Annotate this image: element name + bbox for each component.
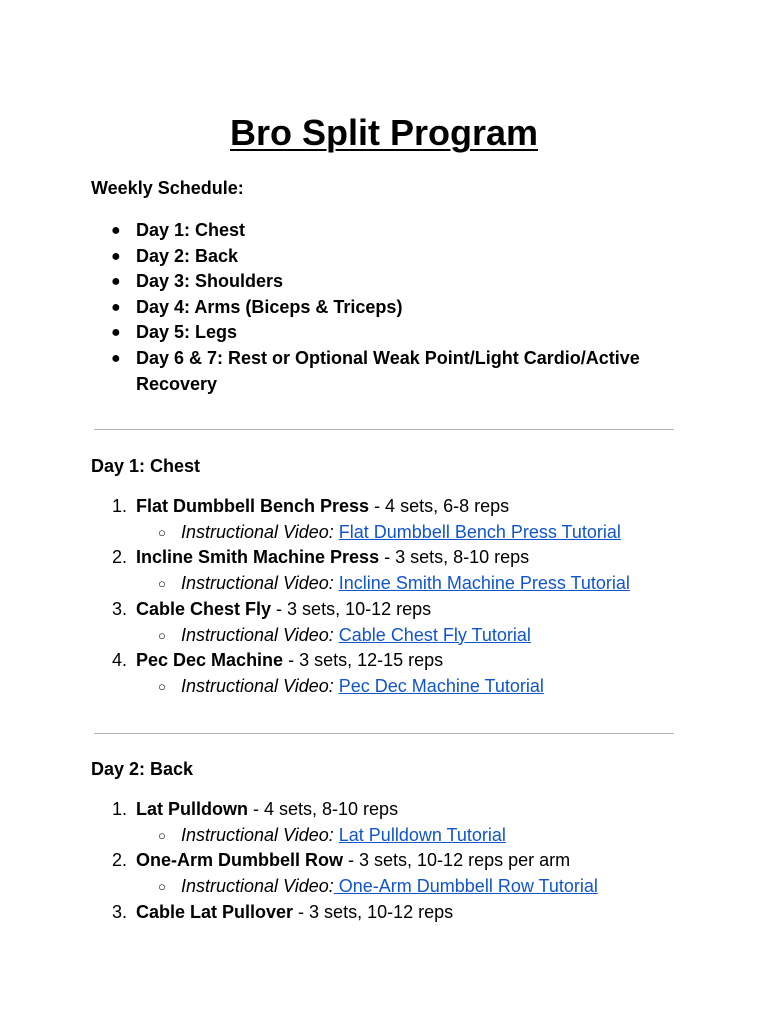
exercise-number: 2. xyxy=(112,850,128,871)
exercise-detail: - 3 sets, 10-12 reps xyxy=(293,901,454,922)
exercise-detail: - 4 sets, 6-8 reps xyxy=(369,496,510,516)
exercise-name: Lat Pulldown xyxy=(136,799,248,819)
weekly-schedule-heading: Weekly Schedule: xyxy=(91,178,244,198)
circle-bullet-icon: ○ xyxy=(158,576,166,592)
exercise-number: 2. xyxy=(112,547,128,568)
video-label: Instructional Video: xyxy=(181,573,334,594)
bullet-icon: ● xyxy=(111,222,121,239)
weekly-schedule-list xyxy=(91,218,691,397)
exercise-number: 1. xyxy=(112,799,128,819)
circle-bullet-icon: ○ xyxy=(158,879,166,895)
exercise-item xyxy=(91,848,711,899)
exercise-number: 1. xyxy=(112,496,128,516)
bullet-icon: ● xyxy=(111,349,121,367)
list-item xyxy=(91,218,691,244)
tutorial-link[interactable]: Pec Dec Machine Tutorial xyxy=(338,675,544,696)
video-label: Instructional Video: xyxy=(181,876,334,897)
circle-bullet-icon: ○ xyxy=(158,827,166,843)
circle-bullet-icon: ○ xyxy=(158,627,166,643)
bullet-icon: ● xyxy=(111,247,121,265)
exercise-name: Cable Chest Fly xyxy=(136,598,272,619)
exercise-detail: - 3 sets, 10-12 reps per arm xyxy=(343,850,571,871)
bullet-icon: ● xyxy=(111,324,121,342)
exercise-name: Incline Smith Machine Press xyxy=(136,547,380,568)
circle-bullet-icon: ○ xyxy=(158,524,166,540)
exercise-detail: - 3 sets, 12-15 reps xyxy=(283,650,444,671)
exercise-number: 3. xyxy=(112,901,128,922)
exercise-name: Flat Dumbbell Bench Press xyxy=(136,496,370,516)
exercise-detail: - 4 sets, 8-10 reps xyxy=(248,799,399,819)
day1-exercise-list xyxy=(91,494,711,700)
tutorial-link[interactable]: Flat Dumbbell Bench Press Tutorial xyxy=(338,521,621,542)
exercise-name: Cable Lat Pullover xyxy=(136,901,294,922)
exercise-item xyxy=(91,900,711,926)
list-item xyxy=(91,244,691,270)
list-item xyxy=(91,269,691,295)
schedule-day-label: Day 3: Shoulders xyxy=(136,271,284,292)
exercise-detail: - 3 sets, 8-10 reps xyxy=(379,547,530,568)
day2-exercise-list xyxy=(91,797,711,926)
exercise-item xyxy=(91,797,711,848)
video-label: Instructional Video: xyxy=(181,675,334,696)
circle-bullet-icon: ○ xyxy=(158,678,166,694)
tutorial-link[interactable]: Cable Chest Fly Tutorial xyxy=(338,624,531,645)
tutorial-link[interactable]: One-Arm Dumbbell Row Tutorial xyxy=(333,876,598,897)
bullet-icon: ● xyxy=(111,298,121,316)
exercise-name: Pec Dec Machine xyxy=(136,650,284,671)
tutorial-link[interactable]: Lat Pulldown Tutorial xyxy=(338,824,506,845)
day1-heading: Day 1: Chest xyxy=(91,456,201,476)
video-label: Instructional Video: xyxy=(181,624,334,645)
schedule-day-label: Day 5: Legs xyxy=(136,322,238,343)
exercise-number: 3. xyxy=(112,598,128,619)
exercise-name: One-Arm Dumbbell Row xyxy=(136,850,344,871)
exercise-number: 4. xyxy=(112,650,128,671)
list-item xyxy=(91,295,691,321)
exercise-item xyxy=(91,597,711,648)
section-divider xyxy=(94,733,674,734)
exercise-item xyxy=(91,545,711,596)
tutorial-link[interactable]: Incline Smith Machine Press Tutorial xyxy=(338,573,630,594)
video-label: Instructional Video: xyxy=(181,824,334,845)
section-divider xyxy=(94,429,674,430)
page-title: Bro Split Program xyxy=(229,112,539,153)
bullet-icon: ● xyxy=(111,273,121,291)
schedule-day-label: Day 2: Back xyxy=(136,245,239,266)
exercise-item xyxy=(91,648,711,699)
exercise-detail: - 3 sets, 10-12 reps xyxy=(271,598,432,619)
schedule-day-label: Day 4: Arms (Biceps & Triceps) xyxy=(136,296,403,317)
list-item xyxy=(91,320,691,346)
video-label: Instructional Video: xyxy=(181,521,334,542)
schedule-day-label: Day 6 & 7: Rest or Optional Weak Point/Light Cardio/Active Recovery xyxy=(136,347,640,394)
schedule-day-label: Day 1: Chest xyxy=(136,220,246,240)
list-item xyxy=(91,346,691,397)
day2-heading: Day 2: Back xyxy=(91,759,194,779)
exercise-item xyxy=(91,494,711,545)
